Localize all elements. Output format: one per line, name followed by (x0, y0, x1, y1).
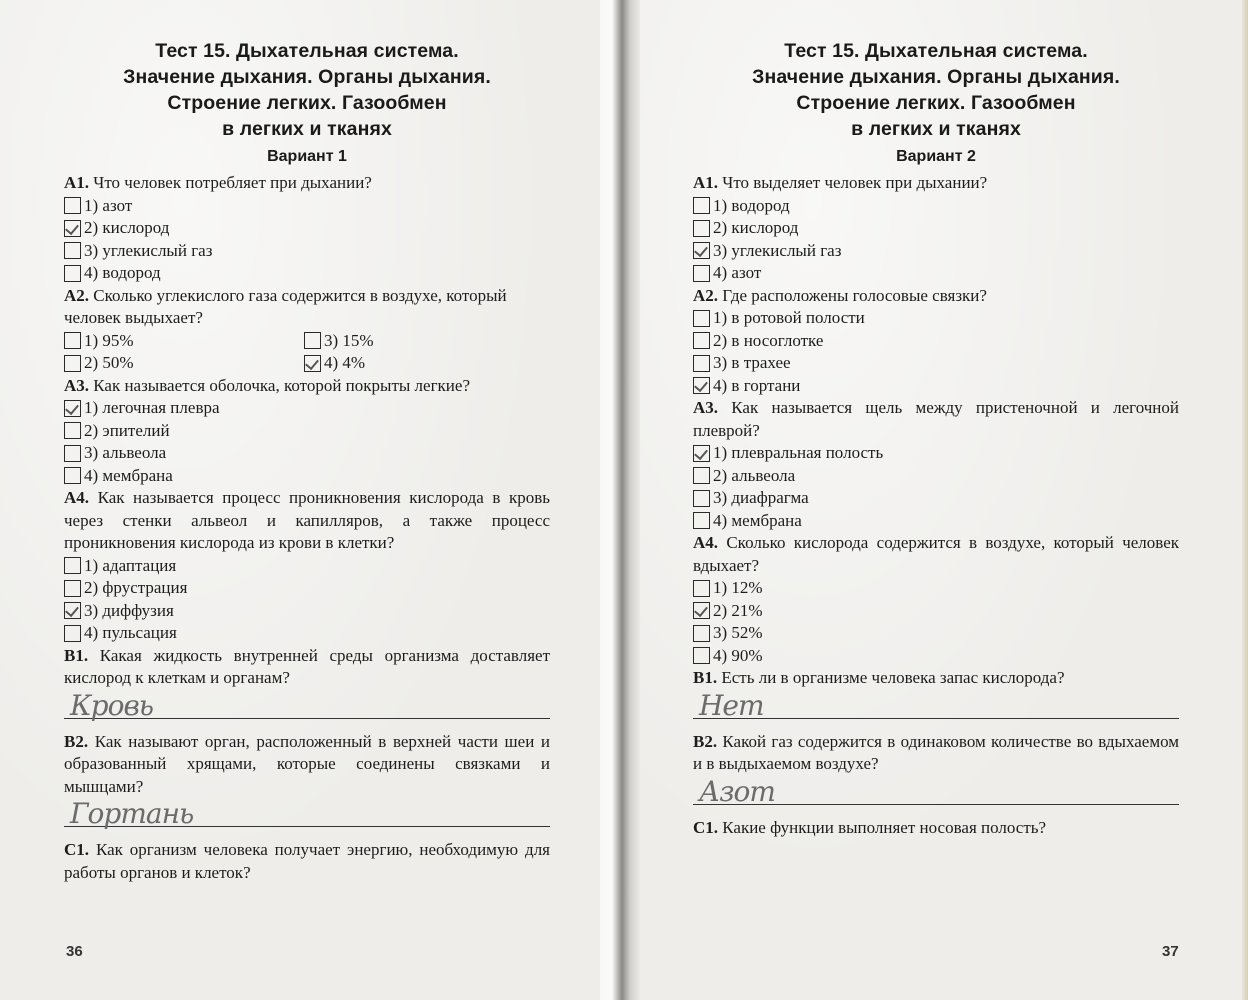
checkbox[interactable] (693, 647, 710, 664)
checkbox-checked[interactable] (64, 400, 81, 417)
handwritten-answer: Азот (699, 774, 775, 808)
test-title (64, 38, 550, 142)
test-title (693, 38, 1179, 142)
left-page (0, 0, 612, 1000)
checkbox[interactable] (693, 355, 710, 372)
checkbox[interactable] (64, 355, 81, 372)
checkbox[interactable] (693, 580, 710, 597)
checkbox[interactable] (693, 265, 710, 282)
checkbox[interactable] (64, 625, 81, 642)
option[interactable]: 1) азот (64, 195, 550, 218)
title-line: Значение дыхания. Органы дыхания. (123, 66, 491, 88)
option[interactable]: 3) альвеола (64, 442, 550, 465)
option[interactable]: 2) 21% (693, 600, 1179, 623)
option[interactable]: 3) 15% (304, 330, 544, 353)
option[interactable]: 3) углекислый газ (64, 240, 550, 263)
option[interactable]: 4) мембрана (693, 510, 1179, 533)
option[interactable]: 2) кислород (64, 217, 550, 240)
question-a1: A1. Что выделяет человек при дыхании? (693, 173, 988, 192)
checkbox[interactable] (64, 422, 81, 439)
answer-field[interactable] (64, 688, 550, 722)
option[interactable]: 2) в носоглотке (693, 330, 1179, 353)
checkbox[interactable] (64, 580, 81, 597)
page-number: 37 (1162, 943, 1179, 960)
option[interactable]: 2) эпителий (64, 420, 550, 443)
checkbox[interactable] (693, 467, 710, 484)
checkbox[interactable] (693, 220, 710, 237)
page-edge (1242, 0, 1248, 1000)
option[interactable]: 4) 90% (693, 645, 1179, 668)
option[interactable]: 1) легочная плевра (64, 397, 550, 420)
variant-heading: Вариант 2 (896, 148, 976, 165)
question-c1: C1. Как организм человека получает энергию, необходимую для работы органов и клеток? (64, 840, 550, 882)
option[interactable]: 3) диафрагма (693, 487, 1179, 510)
question-b2: B2. Как называют орган, расположенный в верхней части шеи и образованный хрящами, которые соединены связками и мышцами? (64, 731, 550, 796)
checkbox-checked[interactable] (693, 602, 710, 619)
answer-field[interactable] (693, 688, 1179, 722)
option[interactable]: 1) водород (693, 195, 1179, 218)
checkbox-checked[interactable] (693, 445, 710, 462)
checkbox-checked[interactable] (304, 355, 321, 372)
right-page (626, 0, 1248, 1000)
checkbox[interactable] (693, 512, 710, 529)
book-spine-shadow (600, 0, 640, 1000)
option[interactable]: 4) азот (693, 262, 1179, 285)
option[interactable]: 3) в трахее (693, 352, 1179, 375)
option[interactable]: 1) в ротовой полости (693, 307, 1179, 330)
option[interactable]: 4) пульсация (64, 622, 550, 645)
title-line: Тест 15. Дыхательная система. (155, 40, 459, 62)
handwritten-answer: Нет (699, 688, 764, 722)
checkbox[interactable] (64, 445, 81, 462)
question-b1: B1. Есть ли в организме человека запас кислорода? (693, 668, 1065, 687)
title-line: в легких и тканях (851, 118, 1021, 140)
question-b2: B2. Какой газ содержится в одинаковом количестве во вдыхаемом и в выдыхаемом воздухе? (693, 731, 1180, 773)
title-line: Тест 15. Дыхательная система. (784, 40, 1088, 62)
option[interactable]: 2) 50% (64, 352, 304, 375)
checkbox[interactable] (64, 332, 81, 349)
checkbox-checked[interactable] (64, 220, 81, 237)
question-a3: A3. Как называется щель между пристеночной и легочной плеврой? (693, 398, 1180, 440)
title-line: Строение легких. Газообмен (796, 92, 1076, 114)
checkbox-checked[interactable] (693, 377, 710, 394)
option[interactable]: 1) 12% (693, 577, 1179, 600)
checkbox[interactable] (693, 490, 710, 507)
checkbox[interactable] (64, 242, 81, 259)
option[interactable]: 4) водород (64, 262, 550, 285)
option[interactable]: 3) диффузия (64, 600, 550, 623)
option[interactable]: 4) в гортани (693, 375, 1179, 398)
options-grid (64, 330, 550, 375)
checkbox[interactable] (64, 197, 81, 214)
question-c1: C1. Какие функции выполняет носовая полость? (693, 817, 1047, 837)
option[interactable]: 3) углекислый газ (693, 240, 1179, 263)
question-a2: A2. Сколько углекислого газа содержится в воздухе, который человек выдыхает? (64, 285, 507, 327)
right-page-content (693, 38, 1179, 839)
option[interactable]: 1) 95% (64, 330, 304, 353)
option[interactable]: 3) 52% (693, 622, 1179, 645)
checkbox[interactable] (693, 332, 710, 349)
title-line: в легких и тканях (222, 118, 392, 140)
option[interactable]: 1) адаптация (64, 555, 550, 578)
checkbox[interactable] (693, 625, 710, 642)
question-a4: A4. Сколько кислорода содержится в воздухе, который человек вдыхает? (693, 533, 1179, 575)
question-a1: A1. Что человек потребляет при дыхании? (64, 173, 372, 192)
left-page-content (64, 38, 550, 884)
checkbox-checked[interactable] (64, 602, 81, 619)
checkbox[interactable] (64, 467, 81, 484)
option[interactable]: 4) 4% (304, 352, 544, 375)
checkbox[interactable] (64, 265, 81, 282)
option[interactable]: 2) кислород (693, 217, 1179, 240)
variant-heading: Вариант 1 (267, 148, 347, 165)
option[interactable]: 2) фрустрация (64, 577, 550, 600)
checkbox[interactable] (693, 197, 710, 214)
checkbox[interactable] (304, 332, 321, 349)
question-b1: B1. Какая жидкость внутренней среды организма доставляет кислород к клеткам и органам? (64, 645, 551, 687)
option[interactable]: 4) мембрана (64, 465, 550, 488)
checkbox[interactable] (64, 557, 81, 574)
question-a2: A2. Где расположены голосовые связки? (693, 285, 987, 305)
answer-field[interactable] (693, 774, 1179, 808)
checkbox[interactable] (693, 310, 710, 327)
title-line: Строение легких. Газообмен (167, 92, 447, 114)
page-number: 36 (66, 943, 83, 960)
question-a4: A4. Как называется процесс проникновения кислорода в кровь через стенки альвеол и капилляров, а также процесс проникновения кислорода из крови в клетки? (64, 488, 550, 552)
handwritten-answer: Кровь (70, 688, 153, 722)
handwritten-answer: Гортань (70, 797, 194, 830)
option[interactable]: 1) плевральная полость (693, 442, 1179, 465)
checkbox-checked[interactable] (693, 242, 710, 259)
question-a3: A3. Как называется оболочка, которой покрыты легкие? (64, 375, 470, 395)
answer-field[interactable] (64, 797, 550, 830)
title-line: Значение дыхания. Органы дыхания. (752, 66, 1120, 88)
option[interactable]: 2) альвеола (693, 465, 1179, 488)
